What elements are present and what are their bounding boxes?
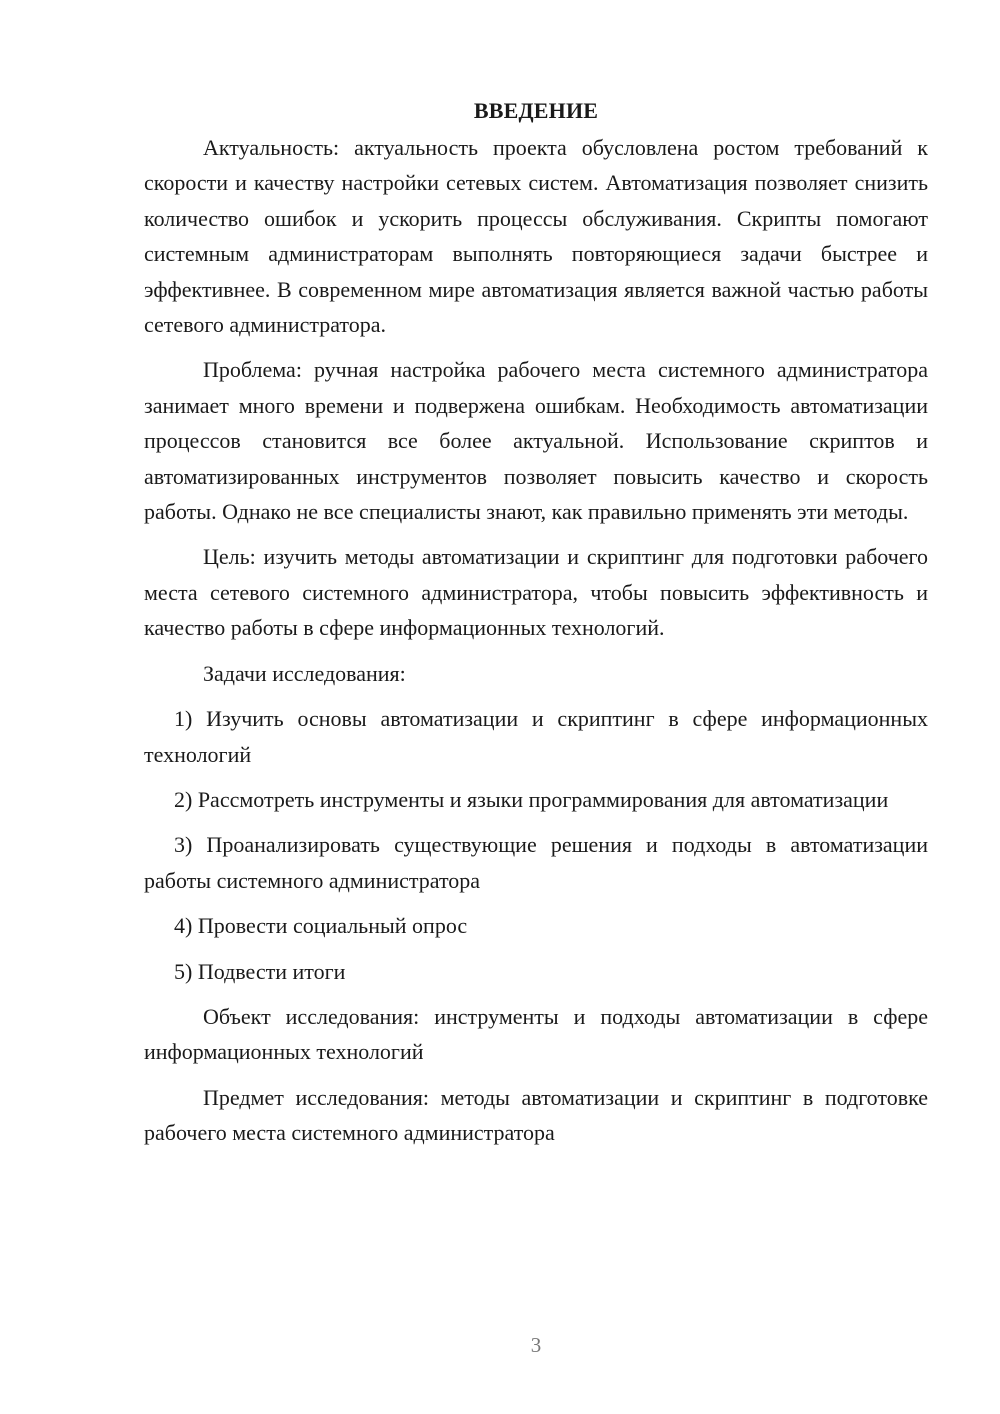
document-page [144,96,928,1151]
goal-paragraph: Цель: изучить методы автоматизации и скриптинг для подготовки рабочего места сетевого системного администратора, чтобы повысить эффективность и качество работы в сфере информационных технологий. [144,544,928,641]
task-item-3: 3) Проанализировать существующие решения и подходы в автоматизации работы системного администратора [144,832,928,893]
task-item-2: 2) Рассмотреть инструменты и языки программирования для автоматизации [174,786,889,812]
task-item-5: 5) Подвести итоги [174,958,346,984]
task-item-1: 1) Изучить основы автоматизации и скриптинг в сфере информационных технологий [144,706,928,767]
problem-paragraph: Проблема: ручная настройка рабочего места системного администратора занимает много времени и подвержена ошибкам. Необходимость автоматизации процессов становится все более актуальной. Использование скриптов и автоматизированных инструментов позволяет повысить качество и скорость работы. Однако не все специалисты знают, как правильно применять эти методы. [144,357,928,525]
page-number: 3 [530,1333,542,1357]
section-title: ВВЕДЕНИЕ [473,98,599,123]
subject-paragraph: Предмет исследования: методы автоматизации и скриптинг в подготовке рабочего места системного администратора [144,1084,928,1146]
tasks-heading: Задачи исследования: [203,660,406,686]
tasks-list [144,701,928,989]
task-item-4: 4) Провести социальный опрос [174,913,468,939]
relevance-paragraph: Актуальность: актуальность проекта обусловлена ростом требований к скорости и качеству настройки сетевых систем. Автоматизация позволяет снизить количество ошибок и ускорить процессы обслуживания. Скрипты помогают системным администраторам выполнять повторяющиеся задачи быстрее и эффективнее. В современном мире автоматизация является важной частью работы сетевого администратора. [144,135,928,338]
object-paragraph: Объект исследования: инструменты и подходы автоматизации в сфере информационных технологий [144,1003,928,1065]
